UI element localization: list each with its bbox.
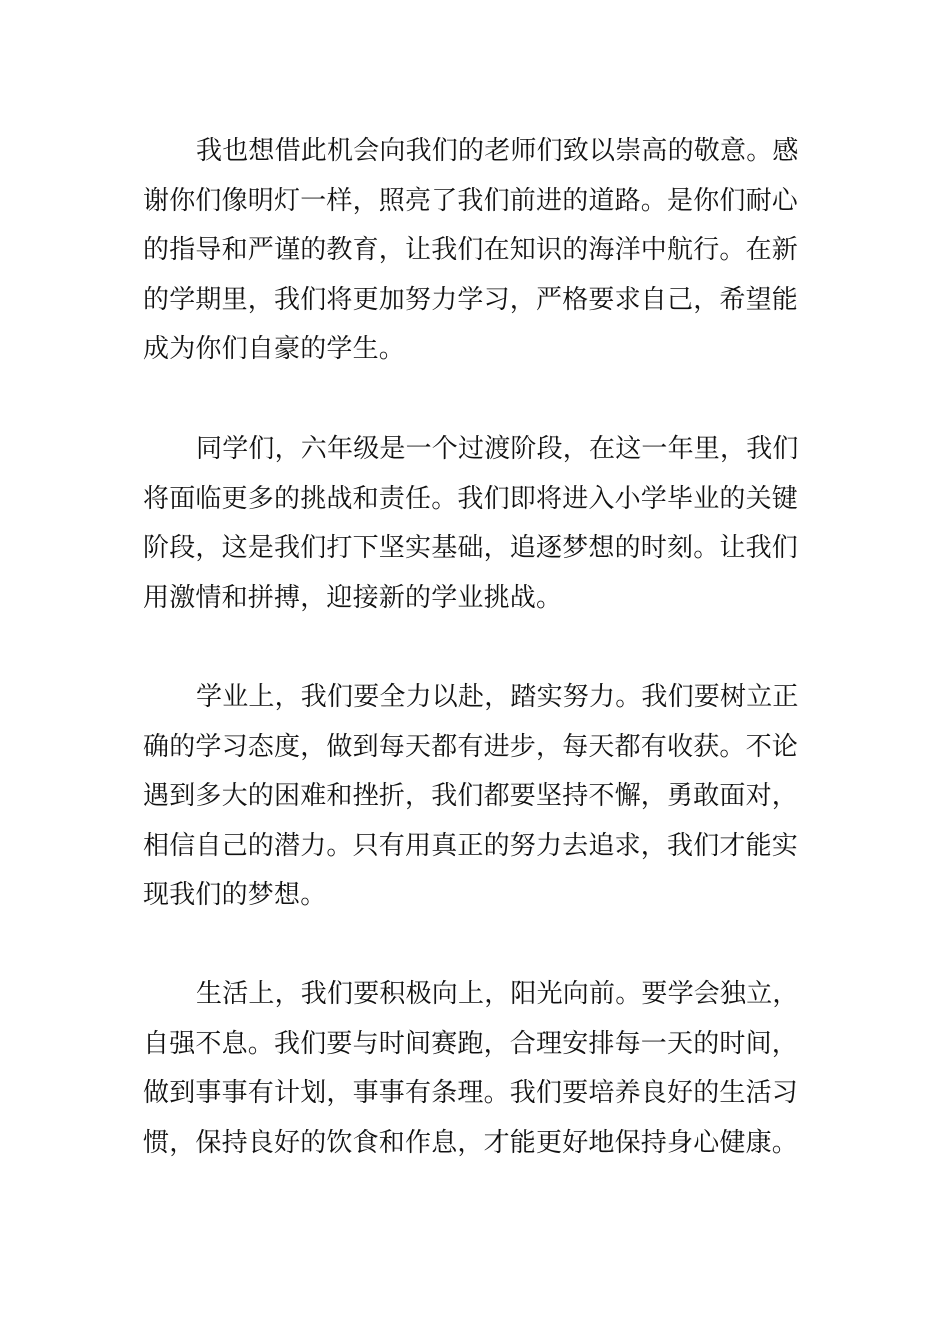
paragraph-daily-life: [143, 970, 813, 1168]
paragraph-line: 用激情和拼搏，迎接新的学业挑战。: [143, 582, 563, 613]
paragraph-teachers-gratitude: [143, 127, 813, 375]
paragraph-line: 遇到多大的困难和挫折，我们都要坚持不懈，勇敢面对，: [143, 781, 799, 811]
paragraph-line: 确的学习态度，做到每天都有进步，每天都有收获。不论: [143, 731, 799, 762]
paragraph-line: 同学们，六年级是一个过渡阶段，在这一年里，我们: [196, 434, 799, 464]
paragraph-line: 我也想借此机会向我们的老师们致以崇高的敬意。感: [196, 136, 799, 166]
paragraph-line: 谢你们像明灯一样，照亮了我们前进的道路。是你们耐心: [143, 185, 799, 216]
paragraph-academics: [143, 673, 813, 921]
paragraph-line: 相信自己的潜力。只有用真正的努力去追求，我们才能实: [143, 830, 799, 861]
paragraph-line: 学业上，我们要全力以赴，踏实努力。我们要树立正: [196, 682, 799, 712]
paragraph-line: 做到事事有计划，事事有条理。我们要培养良好的生活习: [143, 1078, 799, 1108]
paragraph-line: 的学期里，我们将更加努力学习，严格要求自己，希望能: [143, 284, 799, 315]
paragraph-line: 现我们的梦想。: [143, 880, 327, 910]
paragraph-line: 将面临更多的挑战和责任。我们即将进入小学毕业的关键: [143, 483, 799, 514]
paragraph-line: 惯，保持良好的饮食和作息，才能更好地保持身心健康。: [143, 1127, 799, 1158]
paragraph-sixth-grade: [143, 425, 813, 623]
paragraph-line: 阶段，这是我们打下坚实基础，追逐梦想的时刻。让我们: [143, 533, 799, 563]
paragraph-line: 自强不息。我们要与时间赛跑，合理安排每一天的时间，: [143, 1028, 799, 1059]
paragraph-line: 的指导和严谨的教育，让我们在知识的海洋中航行。在新: [143, 235, 799, 265]
paragraph-line: 成为你们自豪的学生。: [143, 334, 406, 364]
paragraph-line: 生活上，我们要积极向上，阳光向前。要学会独立，: [196, 979, 799, 1009]
